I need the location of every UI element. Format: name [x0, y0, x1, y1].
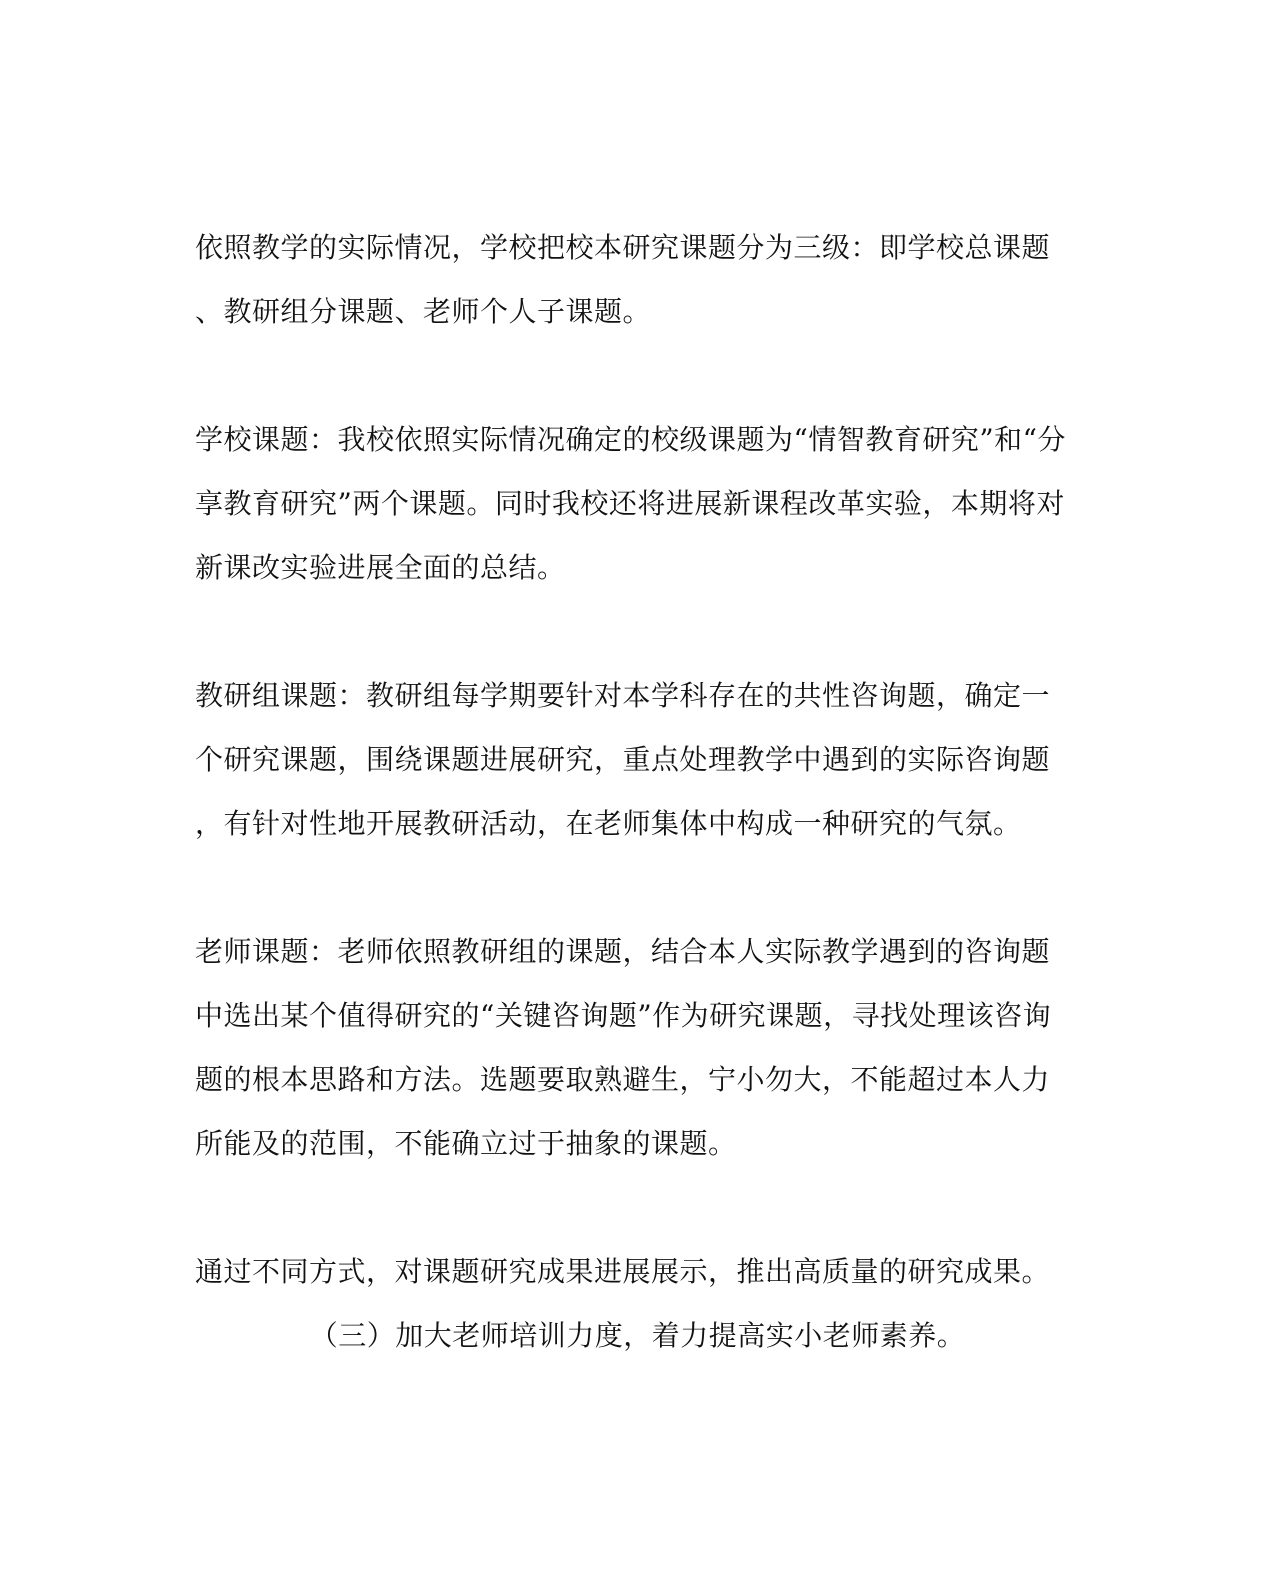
paragraph-3-line-1: 教研组课题：教研组每学期要针对本学科存在的共性咨询题，确定一: [195, 679, 1051, 712]
paragraph-4-line-3: 题的根本思路和方法。选题要取熟避生，宁小勿大，不能超过本人力: [195, 1063, 1051, 1096]
paragraph-3-line-3: ，有针对性地开展教研活动，在老师集体中构成一种研究的气氛。: [195, 807, 1022, 840]
paragraph-5-line-1: 通过不同方式，对课题研究成果进展展示，推出高质量的研究成果。: [195, 1255, 1051, 1288]
paragraph-1-line-2: 、教研组分课题、老师个人子课题。: [195, 295, 652, 328]
section-heading: （三）加大老师培训力度，着力提高实小老师素养。: [309, 1319, 966, 1352]
paragraph-2-line-1: 学校课题：我校依照实际情况确定的校级课题为“情智教育研究”和“分: [195, 423, 1066, 456]
paragraph-4-line-2: 中选出某个值得研究的“关键咨询题”作为研究课题，寻找处理该咨询: [195, 999, 1052, 1032]
paragraph-4-line-1: 老师课题：老师依照教研组的课题，结合本人实际教学遇到的咨询题: [195, 935, 1051, 968]
paragraph-4-line-4: 所能及的范围，不能确立过于抽象的课题。: [195, 1127, 737, 1160]
paragraph-2-line-2: 享教育研究”两个课题。同时我校还将进展新课程改革实验，本期将对: [195, 487, 1065, 520]
paragraph-1-line-1: 依照教学的实际情况，学校把校本研究课题分为三级：即学校总课题: [195, 231, 1051, 264]
paragraph-3-line-2: 个研究课题，围绕课题进展研究，重点处理教学中遇到的实际咨询题: [195, 743, 1051, 776]
paragraph-2-line-3: 新课改实验进展全面的总结。: [195, 551, 566, 584]
